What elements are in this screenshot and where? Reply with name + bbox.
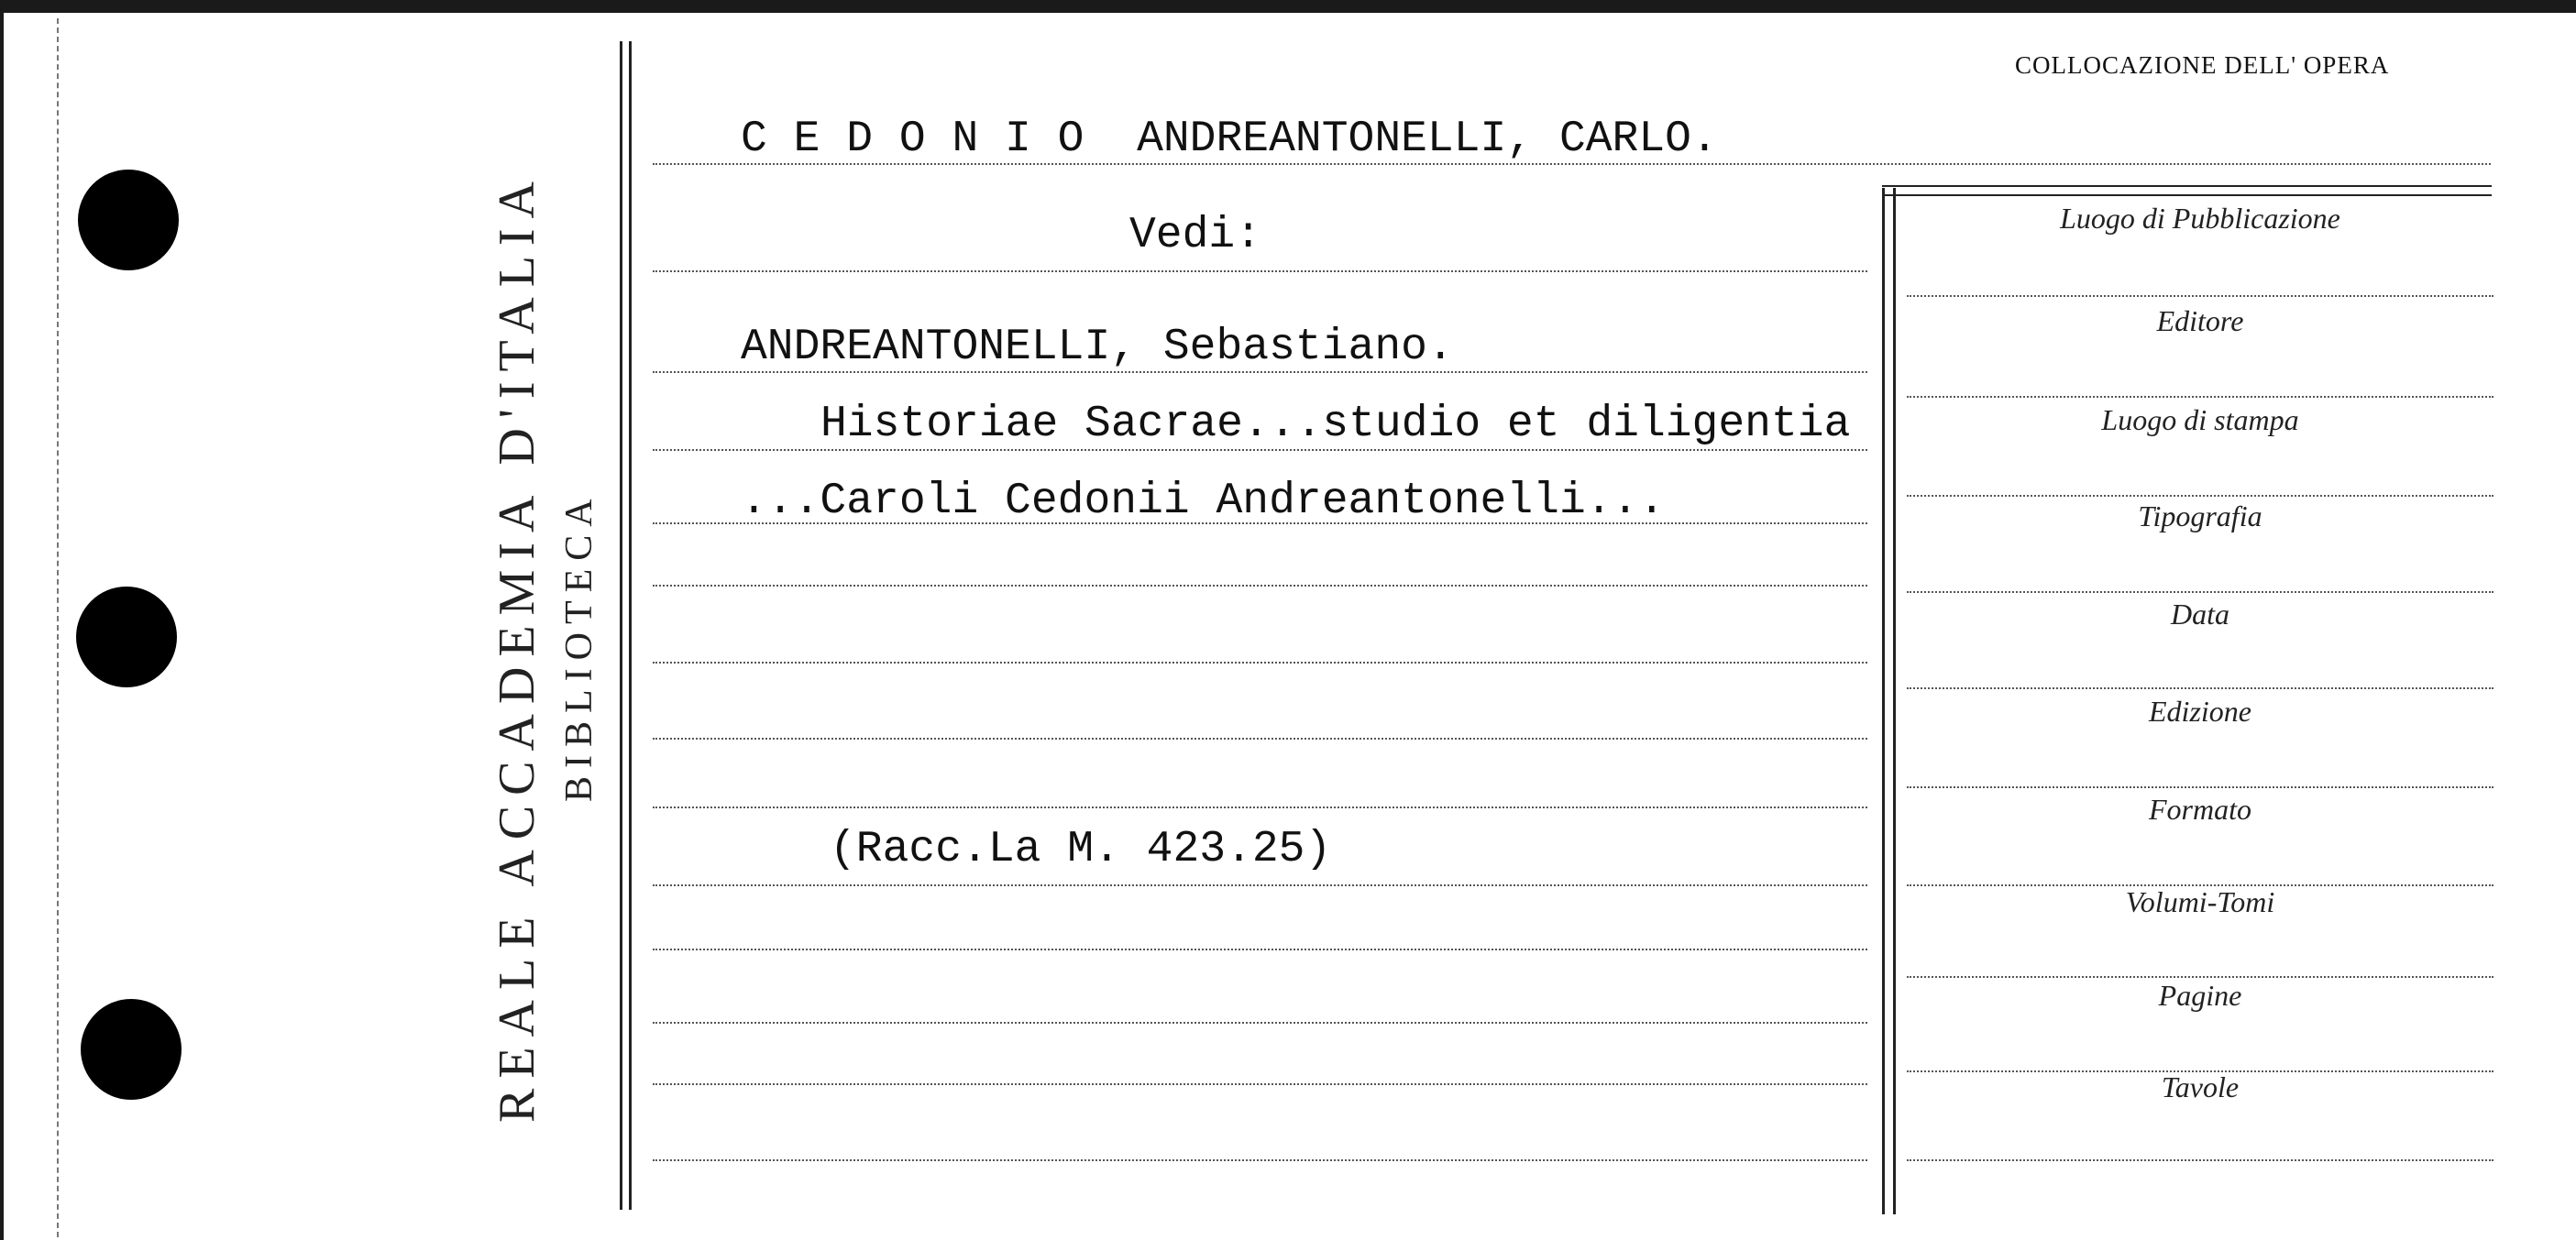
department-name: BIBLIOTECA [558,490,600,802]
writing-line [653,807,1867,808]
writing-line [653,949,1867,950]
fields-box-top-rule-outer [1882,185,2492,187]
referenced-title-line-2: ...Caroli Cedonii Andreantonelli... [741,477,1666,526]
referenced-title-line-1: Historiae Sacrae...studio et diligentia [820,400,1851,449]
punch-hole-bottom [81,999,182,1100]
field-label-edition: Edizione [2149,695,2251,728]
field-label-format: Formato [2149,793,2251,826]
writing-line [653,585,1867,587]
field-label-place-of-printing: Luogo di stampa [2101,403,2299,436]
location-header: COLLOCAZIONE DELL' OPERA [2015,51,2390,79]
writing-line [653,662,1867,664]
field-line [1907,495,2493,497]
field-label-date: Data [2171,598,2229,631]
field-line [1907,591,2493,593]
card-left-edge [0,0,4,1240]
fields-box-top-rule-inner [1882,194,2492,196]
writing-line [653,1159,1867,1161]
field-line [1907,1159,2493,1161]
see-reference-label: Vedi: [1129,211,1262,260]
card-top-edge [0,0,2576,13]
left-double-rule-inner [629,41,632,1210]
left-double-rule-outer [620,41,622,1210]
entry-heading: C E D O N I O ANDREANTONELLI, CARLO. [741,115,1718,164]
institution-name: REALE ACCADEMIA D'ITALIA [489,171,545,1123]
field-label-plates: Tavole [2161,1070,2240,1103]
field-line [1907,976,2493,978]
right-double-rule-inner [1893,188,1896,1214]
field-line [1907,786,2493,788]
writing-line [653,449,1867,451]
writing-line [653,1022,1867,1024]
margin-guide-line [57,18,59,1237]
referenced-author: ANDREANTONELLI, Sebastiano. [741,323,1454,372]
writing-line [653,738,1867,740]
field-label-place-of-publication: Luogo di Pubblicazione [2060,202,2340,235]
writing-line [653,1083,1867,1085]
right-double-rule-outer [1882,188,1885,1214]
writing-line [653,884,1867,886]
field-label-printer: Tipografia [2138,499,2262,532]
field-line [1907,687,2493,689]
field-line [1907,295,2493,297]
writing-line [653,270,1867,272]
field-label-volumes: Volumi-Tomi [2125,885,2275,918]
field-label-pages: Pagine [2158,979,2242,1012]
punch-hole-top [78,170,179,270]
shelfmark: (Racc.La M. 423.25) [830,825,1332,874]
field-label-publisher: Editore [2156,304,2244,337]
field-line [1907,396,2493,398]
punch-hole-middle [76,587,177,687]
